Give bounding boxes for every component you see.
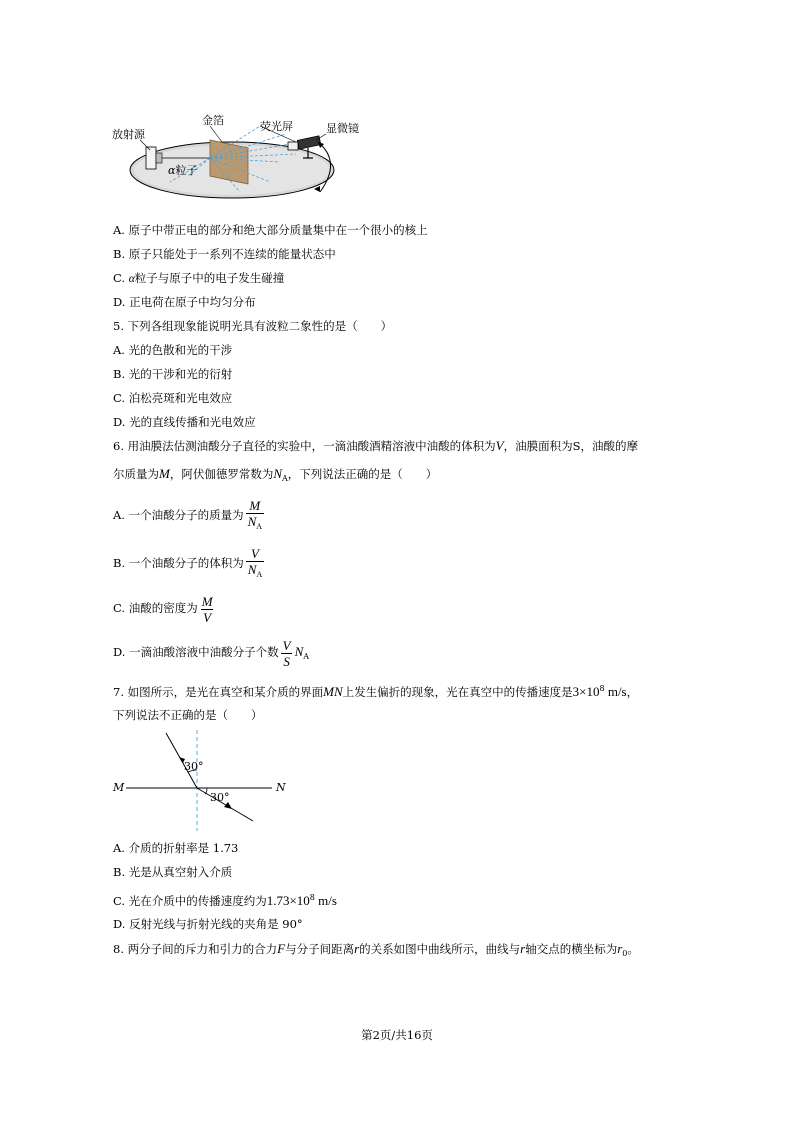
source-block xyxy=(146,147,156,169)
q6-option-a: A. 一个油酸分子的质量为 $\frac{M}{N_A}$ xyxy=(113,497,266,533)
label-foil: 金箔 xyxy=(202,114,224,127)
q5-stem: 5. 下列各组现象能说明光具有波粒二象性的是（ ） xyxy=(113,319,393,333)
rutherford-experiment-figure xyxy=(110,112,359,204)
q7-stem-line2: 下列说法不正确的是（ ） xyxy=(113,708,263,722)
q7-option-d: D. 反射光线与折射光线的夹角是 90° xyxy=(113,917,303,931)
microscope xyxy=(297,136,320,149)
q6-stem-line1: 6. 用油膜法估测油酸分子直径的实验中，一滴油酸酒精溶液中油酸的体积为V，油膜面积为S，油酸的摩 xyxy=(113,438,638,453)
q6-option-b: B. 一个油酸分子的体积为 $\frac{V}{N_A}$ xyxy=(113,545,266,581)
q6-option-d: D. 一滴油酸溶液中油酸分子个数 $\frac{V}{S}$ $N_A$ xyxy=(113,637,310,669)
q4-option-b: B. 原子只能处于一系列不连续的能量状态中 xyxy=(113,247,336,261)
q6-option-c: C. 油酸的密度为 $\frac{M}{V}$ xyxy=(113,593,213,625)
label-n: N xyxy=(276,781,286,794)
q5-option-b: B. 光的干涉和光的衍射 xyxy=(113,367,233,381)
q5-option-c: C. 泊松亮斑和光电效应 xyxy=(113,391,233,405)
page-footer: 第2页/共16页 xyxy=(361,1028,433,1042)
gold-foil xyxy=(210,140,248,184)
q7-option-c: C. 光在介质中的传播速度约为$1.73\times 10^8$ m/s xyxy=(113,893,337,908)
angle-bottom: 30° xyxy=(210,791,230,804)
fluorescent-screen xyxy=(288,142,298,150)
angle-top: 30° xyxy=(184,760,204,773)
label-source: 放射源 xyxy=(112,128,145,141)
label-screen: 荧光屏 xyxy=(260,120,293,133)
refraction-figure xyxy=(110,728,290,833)
label-microscope: 显微镜 xyxy=(326,122,359,135)
q4-option-a: A. 原子中带正电的部分和绝大部分质量集中在一个很小的核上 xyxy=(113,223,428,237)
q5-option-d: D. 光的直线传播和光电效应 xyxy=(113,415,256,429)
q6-stem-line2: 尔质量为M，阿伏伽德罗常数为$N_A$，下列说法正确的是（ ） xyxy=(113,466,438,483)
q7-option-a: A. 介质的折射率是 1.73 xyxy=(113,841,239,855)
q8-stem: 8. 两分子间的斥力和引力的合力F与分子间距离r的关系如图中曲线所示，曲线与r轴交点的横坐标为$r_0$。 xyxy=(113,941,639,958)
q7-option-b: B. 光是从真空射入介质 xyxy=(113,865,233,879)
q7-stem-line1: 7. 如图所示，是光在真空和某介质的界面MN上发生偏折的现象，光在真空中的传播速度是$3\times 10^8$ m/s， xyxy=(113,684,639,699)
q4-option-d: D. 正电荷在原子中均匀分布 xyxy=(113,295,256,309)
q5-option-a: A. 光的色散和光的干涉 xyxy=(113,343,233,357)
label-alpha: α粒子 xyxy=(168,164,198,177)
q4-option-c: C. α粒子与原子中的电子发生碰撞 xyxy=(113,271,285,285)
label-m: M xyxy=(113,781,125,794)
